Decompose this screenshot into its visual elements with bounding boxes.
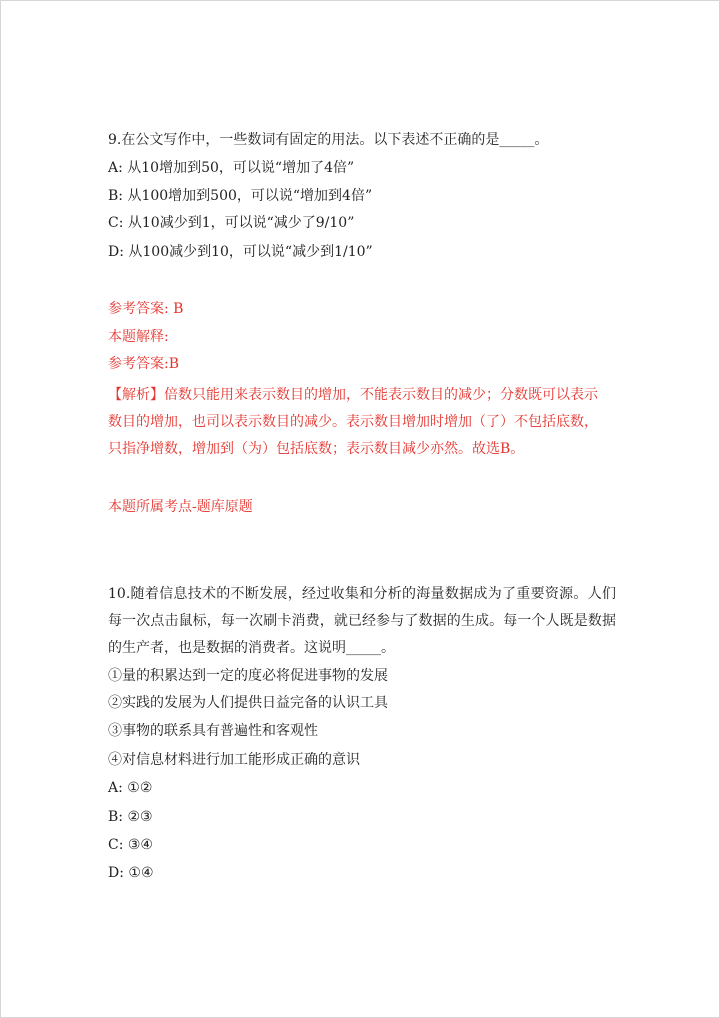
question-10-item-2: ②实践的发展为人们提供日益完备的认识工具 [108, 695, 388, 711]
question-10-option-a: A: ①② [108, 780, 153, 796]
question-10-stem: 10.随着信息技术的不断发展，经过收集和分析的海量数据成为了重要资源。人们每一次点击鼠标，每一次刷卡消费，就已经参与了数据的生成。每一个人既是数据的生产者，也是数据的消费者。这说明_____。 [108, 586, 616, 656]
explanation-tag: 【解析】 [108, 387, 164, 403]
question-9-stem: 9.在公文写作中，一些数词有固定的用法。以下表述不正确的是_____。 [108, 132, 549, 148]
answer-label: 参考答案: B [108, 301, 184, 317]
question-10-item-3: ③事物的联系具有普遍性和客观性 [108, 723, 318, 739]
question-10-item-1: ①量的积累达到一定的度必将促进事物的发展 [108, 668, 388, 684]
topic-label: 本题所属考点-题库原题 [108, 499, 253, 515]
answer-label-repeat: 参考答案:B [108, 356, 180, 372]
question-10-option-d: D: ①④ [108, 865, 154, 881]
explanation-text: 倍数只能用来表示数目的增加，不能表示数目的减少；分数既可以表示数目的增加，也司以表示数目的减少。表示数目增加时增加（了）不包括底数，只指净增数，增加到（为）包括底数；表示数目减少亦然。故选B。 [108, 387, 598, 457]
question-10-item-4: ④对信息材料进行加工能形成正确的意识 [108, 752, 360, 768]
question-9-option-c: C: 从10减少到1，可以说“减少了9/10” [108, 215, 355, 231]
question-9-option-b: B: 从100增加到500，可以说“增加到4倍” [108, 188, 373, 204]
explanation-label: 本题解释: [108, 329, 169, 345]
question-10-option-c: C: ③④ [108, 837, 153, 853]
question-10-option-b: B: ②③ [108, 809, 153, 825]
question-9-option-d: D: 从100减少到10，可以说“减少到1/10” [108, 244, 373, 260]
explanation-paragraph [108, 382, 608, 463]
question-9-option-a: A: 从10增加到50，可以说“增加了4倍” [108, 160, 355, 176]
